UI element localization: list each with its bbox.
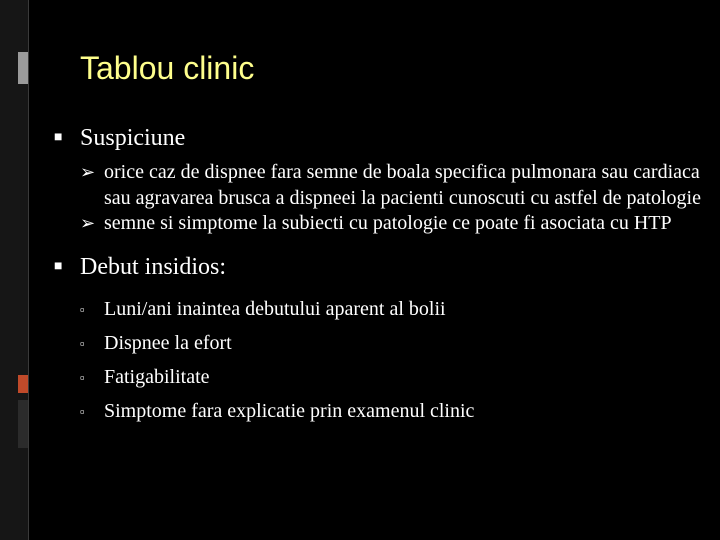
hollow-square-bullet-icon: ▫ [80,403,85,419]
list-item-text: Simptome fara explicatie prin examenul clinic [104,399,475,422]
title-accent-bar [18,52,28,84]
square-bullet-icon: ■ [54,130,63,145]
divider-line [28,0,29,540]
list-item-text: semne si simptome la subiecti cu patologie ce poate fi asociata cu HTP [104,212,672,234]
list-item [80,297,704,323]
section-heading-text: Suspiciune [80,125,186,151]
arrow-bullet-icon: ➢ [80,213,96,233]
arrow-bullet-icon: ➢ [80,162,96,182]
list-item-text: Luni/ani inaintea debutului aparent al bolii [104,297,446,320]
hollow-square-bullet-icon: ▫ [80,335,85,351]
section-heading [54,120,704,156]
list-item-text: orice caz de dispnee fara semne de boala specifica pulmonara sau cardiaca sau agravarea brusca a dispneei la pacienti cunoscuti cu astfel de patologie [104,161,701,209]
slide-content [54,120,704,433]
list-item [80,160,704,211]
section-heading [54,249,704,285]
list-item [80,399,704,425]
section-heading-text: Debut insidios: [80,253,227,280]
list-item [80,211,704,237]
hollow-square-bullet-icon: ▫ [80,369,85,385]
hollow-square-bullet-icon: ▫ [80,301,85,317]
list-item-text: Dispnee la efort [104,331,232,354]
red-accent-bar [18,375,28,393]
list-item-text: Fatigabilitate [104,365,210,388]
list-item [80,331,704,357]
list-item [80,365,704,391]
square-bullet-icon: ■ [54,258,63,274]
slide-title: Tablou clinic [80,50,255,86]
dark-accent-bar [18,400,28,448]
